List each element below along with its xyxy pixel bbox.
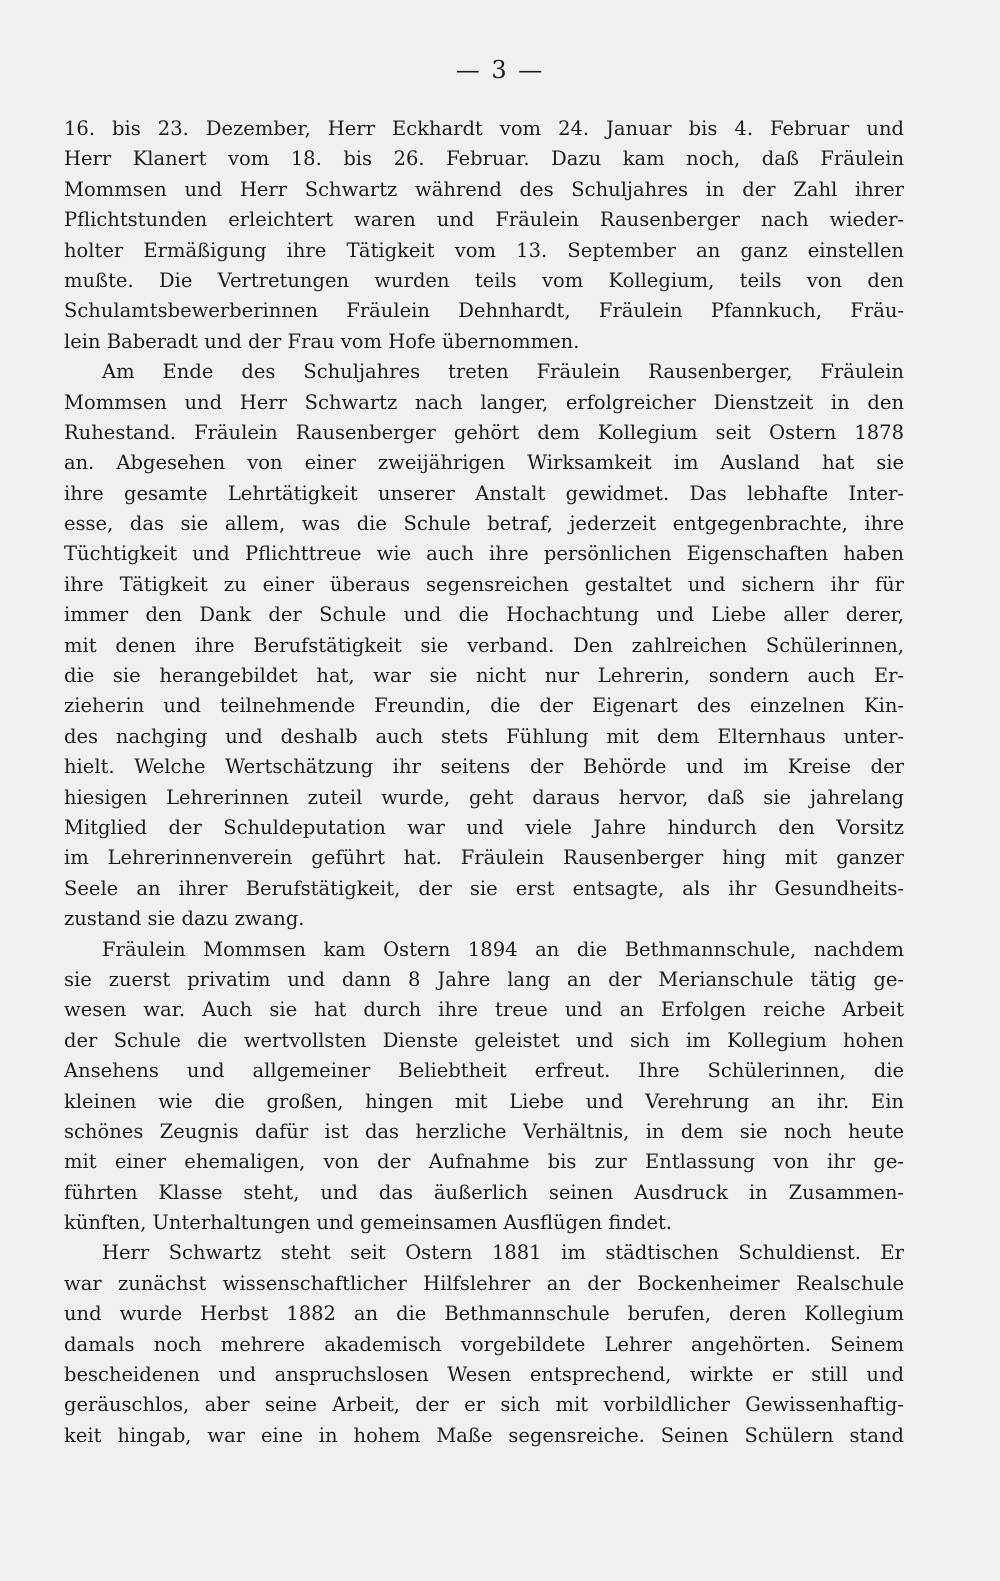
text-line: zustand sie dazu zwang. <box>64 907 305 931</box>
body-text <box>64 114 904 1451</box>
text-line: zieherin und teilnehmende Freundin, die der Eigenart des einzelnen Kin- <box>64 694 904 718</box>
text-line: 16. bis 23. Dezember, Herr Eckhardt vom 24. Januar bis 4. Februar und <box>64 117 904 140</box>
text-line: mit denen ihre Berufstätigkeit sie verband. Den zahlreichen Schülerinnen, <box>64 633 904 657</box>
text-line: die sie herangebildet hat, war sie nicht nur Lehrerin, sondern auch Er- <box>64 664 904 688</box>
text-line: mit einer ehemaligen, von der Aufnahme bis zur Entlassung von ihr ge- <box>64 1150 904 1174</box>
text-line: holter Ermäßigung ihre Tätigkeit vom 13. September an ganz einstellen <box>64 238 904 262</box>
text-line: damals noch mehrere akademisch vorgebildete Lehrer angehörten. Seinem <box>64 1332 904 1356</box>
text-line: an. Abgesehen von einer zweijährigen Wirksamkeit im Ausland hat sie <box>64 451 904 475</box>
text-line: der Schule die wertvollsten Dienste geleistet und sich im Kollegium hohen <box>64 1028 904 1052</box>
text-line: Mitglied der Schuldeputation war und viele Jahre hindurch den Vorsitz <box>64 815 904 839</box>
text-line: Herr Schwartz steht seit Ostern 1881 im städtischen Schuldienst. Er <box>102 1241 904 1265</box>
text-line: Seele an ihrer Berufstätigkeit, der sie erst entsagte, als ihr Gesundheits- <box>64 876 904 900</box>
text-line: führten Klasse steht, und das äußerlich seinen Ausdruck in Zusammen- <box>64 1180 904 1204</box>
text-line: wesen war. Auch sie hat durch ihre treue und an Erfolgen reiche Arbeit <box>64 998 904 1022</box>
text-line: Mommsen und Herr Schwartz während des Schuljahres in der Zahl ihrer <box>64 177 904 201</box>
text-line: Pflichtstunden erleichtert waren und Fräulein Rausenberger nach wieder- <box>64 208 904 232</box>
text-line: Ruhestand. Fräulein Rausenberger gehört dem Kollegium seit Ostern 1878 <box>64 420 904 444</box>
text-line: esse, das sie allem, was die Schule betraf, jederzeit entgegenbrachte, ihre <box>64 512 904 536</box>
text-line: ihre Tätigkeit zu einer überaus segensreichen gestaltet und sichern ihr für <box>64 572 904 596</box>
text-line: Schulamtsbewerberinnen Fräulein Dehnhardt, Fräulein Pfannkuch, Fräu- <box>64 299 904 323</box>
text-line: ihre gesamte Lehrtätigkeit unserer Anstalt gewidmet. Das lebhafte Inter- <box>64 481 904 505</box>
text-line: Mommsen und Herr Schwartz nach langer, erfolgreicher Dienstzeit in den <box>64 390 904 414</box>
text-line: bescheidenen und anspruchslosen Wesen entsprechend, wirkte er still und <box>64 1363 904 1387</box>
text-line: Tüchtigkeit und Pflichttreue wie auch ihre persönlichen Eigenschaften haben <box>64 542 904 566</box>
text-line: hiesigen Lehrerinnen zuteil wurde, geht daraus hervor, daß sie jahrelang <box>64 785 904 809</box>
text-line: Fräulein Mommsen kam Ostern 1894 an die Bethmannschule, nachdem <box>102 937 904 961</box>
text-line: lein Baberadt und der Frau vom Hofe übernommen. <box>64 329 580 353</box>
text-line: schönes Zeugnis dafür ist das herzliche Verhältnis, in dem sie noch heute <box>64 1119 904 1143</box>
text-line: Am Ende des Schuljahres treten Fräulein Rausenberger, Fräulein <box>102 360 904 384</box>
text-line: Herr Klanert vom 18. bis 26. Februar. Dazu kam noch, daß Fräulein <box>64 147 904 171</box>
text-line: kleinen wie die großen, hingen mit Liebe und Verehrung an ihr. Ein <box>64 1089 904 1113</box>
text-line: des nachging und deshalb auch stets Fühlung mit dem Elternhaus unter- <box>64 724 904 748</box>
text-line: und wurde Herbst 1882 an die Bethmannschule berufen, deren Kollegium <box>64 1302 904 1326</box>
text-line: war zunächst wissenschaftlicher Hilfslehrer an der Bockenheimer Realschule <box>64 1271 904 1295</box>
text-line: sie zuerst privatim und dann 8 Jahre lang an der Merianschule tätig ge- <box>64 967 904 991</box>
text-line: künften, Unterhaltungen und gemeinsamen Ausflügen findet. <box>64 1211 673 1235</box>
page-number: — 3 — <box>455 56 545 84</box>
text-line: geräuschlos, aber seine Arbeit, der er sich mit vorbildlicher Gewissenhaftig- <box>64 1393 904 1417</box>
text-line: Ansehens und allgemeiner Beliebtheit erfreut. Ihre Schülerinnen, die <box>64 1059 904 1083</box>
text-line: im Lehrerinnenverein geführt hat. Fräulein Rausenberger hing mit ganzer <box>64 846 904 870</box>
text-line: immer den Dank der Schule und die Hochachtung und Liebe aller derer, <box>64 603 904 627</box>
text-line: mußte. Die Vertretungen wurden teils vom Kollegium, teils von den <box>64 268 904 292</box>
text-line: hielt. Welche Wertschätzung ihr seitens der Behörde und im Kreise der <box>64 755 904 779</box>
text-line: keit hingab, war eine in hohem Maße segensreiche. Seinen Schülern stand <box>64 1423 904 1447</box>
